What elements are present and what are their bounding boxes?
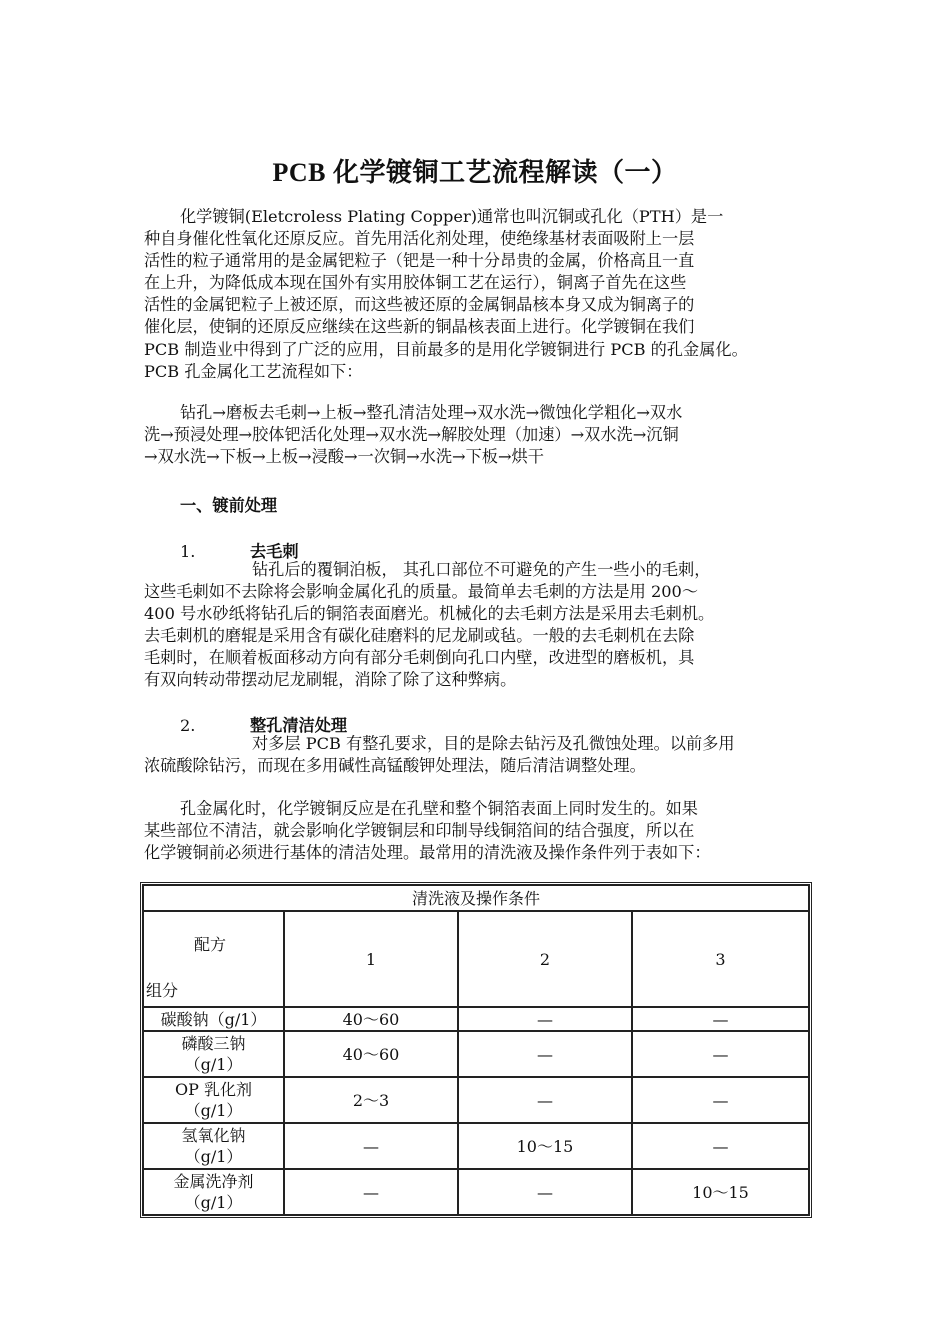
text-line: 洗→预浸处理→胶体钯活化处理→双水洗→解胶处理（加速）→双水洗→沉铜 (144, 425, 679, 445)
cleaning-conditions-table (142, 884, 810, 1216)
column-header: 1 (284, 911, 458, 1007)
text-line: PCB 孔金属化工艺流程如下： (144, 361, 363, 381)
text-line: 某些部位不清洁，就会影响化学镀铜层和印制导线铜箔间的结合强度，所以在 (144, 821, 695, 841)
value-cell: — (458, 1007, 632, 1031)
component-name-line: （g/1） (184, 1193, 243, 1212)
value-cell: 40～60 (284, 1007, 458, 1031)
subsection-title: 整孔清洁处理 (250, 716, 348, 735)
value-cell: — (458, 1077, 632, 1123)
table-row (143, 1007, 809, 1031)
component-label: 组分 (146, 981, 179, 1000)
text-line: 化学镀铜前必须进行基体的清洁处理。最常用的清洗液及操作条件列于表如下： (144, 843, 711, 863)
text-line: 活性的金属钯粒子上被还原，而这些被还原的金属铜晶核本身又成为铜离子的 (144, 295, 695, 315)
text-line: 毛刺时，在顺着板面移动方向有部分毛刺倒向孔口内壁，改进型的磨板机，具 (144, 648, 695, 668)
subsection-number: 1. (180, 542, 196, 561)
text-line: 这些毛刺如不去除将会影响金属化孔的质量。最简单去毛刺的方法是用 200～ (144, 582, 699, 602)
text-line: 浓硫酸除钻污，而现在多用碱性高锰酸钾处理法，随后清洁调整处理。 (144, 756, 646, 776)
component-name-line: 氢氧化钠 (181, 1126, 246, 1145)
component-name-cell (143, 1169, 284, 1215)
component-name-cell (143, 1123, 284, 1169)
text-line: PCB 制造业中得到了广泛的应用，目前最多的是用化学镀铜进行 PCB 的孔金属化。 (144, 339, 748, 359)
hole-cleaning-paragraph (144, 733, 816, 777)
formula-label: 配方 (194, 935, 227, 954)
table-row (143, 1169, 809, 1215)
value-cell: — (632, 1077, 809, 1123)
text-line: →双水洗→下板→上板→浸酸→一次铜→水洗→下板→烘干 (144, 447, 544, 467)
value-cell: 10～15 (632, 1169, 809, 1215)
component-name-cell (143, 1031, 284, 1077)
value-cell: 2～3 (284, 1077, 458, 1123)
document-title: PCB 化学镀铜工艺流程解读（一） (272, 158, 678, 187)
component-name-line: （g/1） (184, 1101, 243, 1120)
formula-component-header (143, 911, 284, 1007)
value-cell: — (632, 1123, 809, 1169)
component-name-cell (143, 1077, 284, 1123)
value-cell: 40～60 (284, 1031, 458, 1077)
column-header: 3 (632, 911, 809, 1007)
table-row (143, 1123, 809, 1169)
component-name-line: 磷酸三钠 (181, 1034, 246, 1053)
text-line: 钻孔后的覆铜泊板， 其孔口部位不可避免的产生一些小的毛刺， (252, 560, 711, 579)
text-line: 孔金属化时，化学镀铜反应是在孔壁和整个铜箔表面上同时发生的。如果 (180, 799, 698, 818)
text-line: 钻孔→磨板去毛刺→上板→整孔清洁处理→双水洗→微蚀化学粗化→双水 (180, 403, 683, 422)
value-cell: — (632, 1007, 809, 1031)
value-cell: — (458, 1169, 632, 1215)
column-header: 2 (458, 911, 632, 1007)
deburring-paragraph (144, 559, 816, 692)
subsection-title: 去毛刺 (250, 542, 299, 561)
component-name-line: OP 乳化剂 (175, 1080, 252, 1099)
text-line: 有双向转动带摆动尼龙刷辊，消除了除了这种弊病。 (144, 670, 517, 690)
intro-paragraph (144, 206, 816, 383)
text-line: 活性的粒子通常用的是金属钯粒子（钯是一种十分昂贵的金属，价格高且一直 (144, 251, 695, 271)
text-line: 400 号水砂纸将钻孔后的铜箔表面磨光。机械化的去毛刺方法是采用去毛刺机。 (144, 604, 715, 624)
process-flow-paragraph (144, 402, 816, 468)
value-cell: 10～15 (458, 1123, 632, 1169)
cleaning-requirement-paragraph (144, 798, 816, 864)
section-heading-pretreatment: 一、镀前处理 (180, 496, 278, 515)
component-name-line: （g/1） (184, 1147, 243, 1166)
subsection-number: 2. (180, 716, 196, 735)
table-header-row (143, 911, 809, 1007)
table-row (143, 1031, 809, 1077)
text-line: 化学镀铜(Eletcroless Plating Copper)通常也叫沉铜或孔化（PTH）是一 (180, 207, 724, 226)
value-cell: — (284, 1169, 458, 1215)
component-name-line: 碳酸钠（g/1） (160, 1009, 267, 1029)
table-row (143, 1077, 809, 1123)
text-line: 催化层，使铜的还原反应继续在这些新的铜晶核表面上进行。化学镀铜在我们 (144, 317, 695, 337)
table-caption-row (143, 885, 809, 911)
value-cell: — (458, 1031, 632, 1077)
component-name-line: 金属洗净剂 (173, 1172, 254, 1191)
text-line: 对多层 PCB 有整孔要求，目的是除去钻污及孔微蚀处理。以前多用 (252, 734, 735, 753)
text-line: 去毛刺机的磨辊是采用含有碳化硅磨料的尼龙刷或毡。一般的去毛刺机在去除 (144, 626, 695, 646)
component-name-cell (143, 1007, 284, 1031)
value-cell: — (284, 1123, 458, 1169)
text-line: 种自身催化性氧化还原反应。首先用活化剂处理，使绝缘基材表面吸附上一层 (144, 229, 695, 249)
table-caption: 清洗液及操作条件 (143, 885, 809, 911)
value-cell: — (632, 1031, 809, 1077)
text-line: 在上升，为降低成本现在国外有实用胶体铜工艺在运行），铜离子首先在这些 (144, 273, 687, 293)
component-name-line: （g/1） (184, 1055, 243, 1074)
